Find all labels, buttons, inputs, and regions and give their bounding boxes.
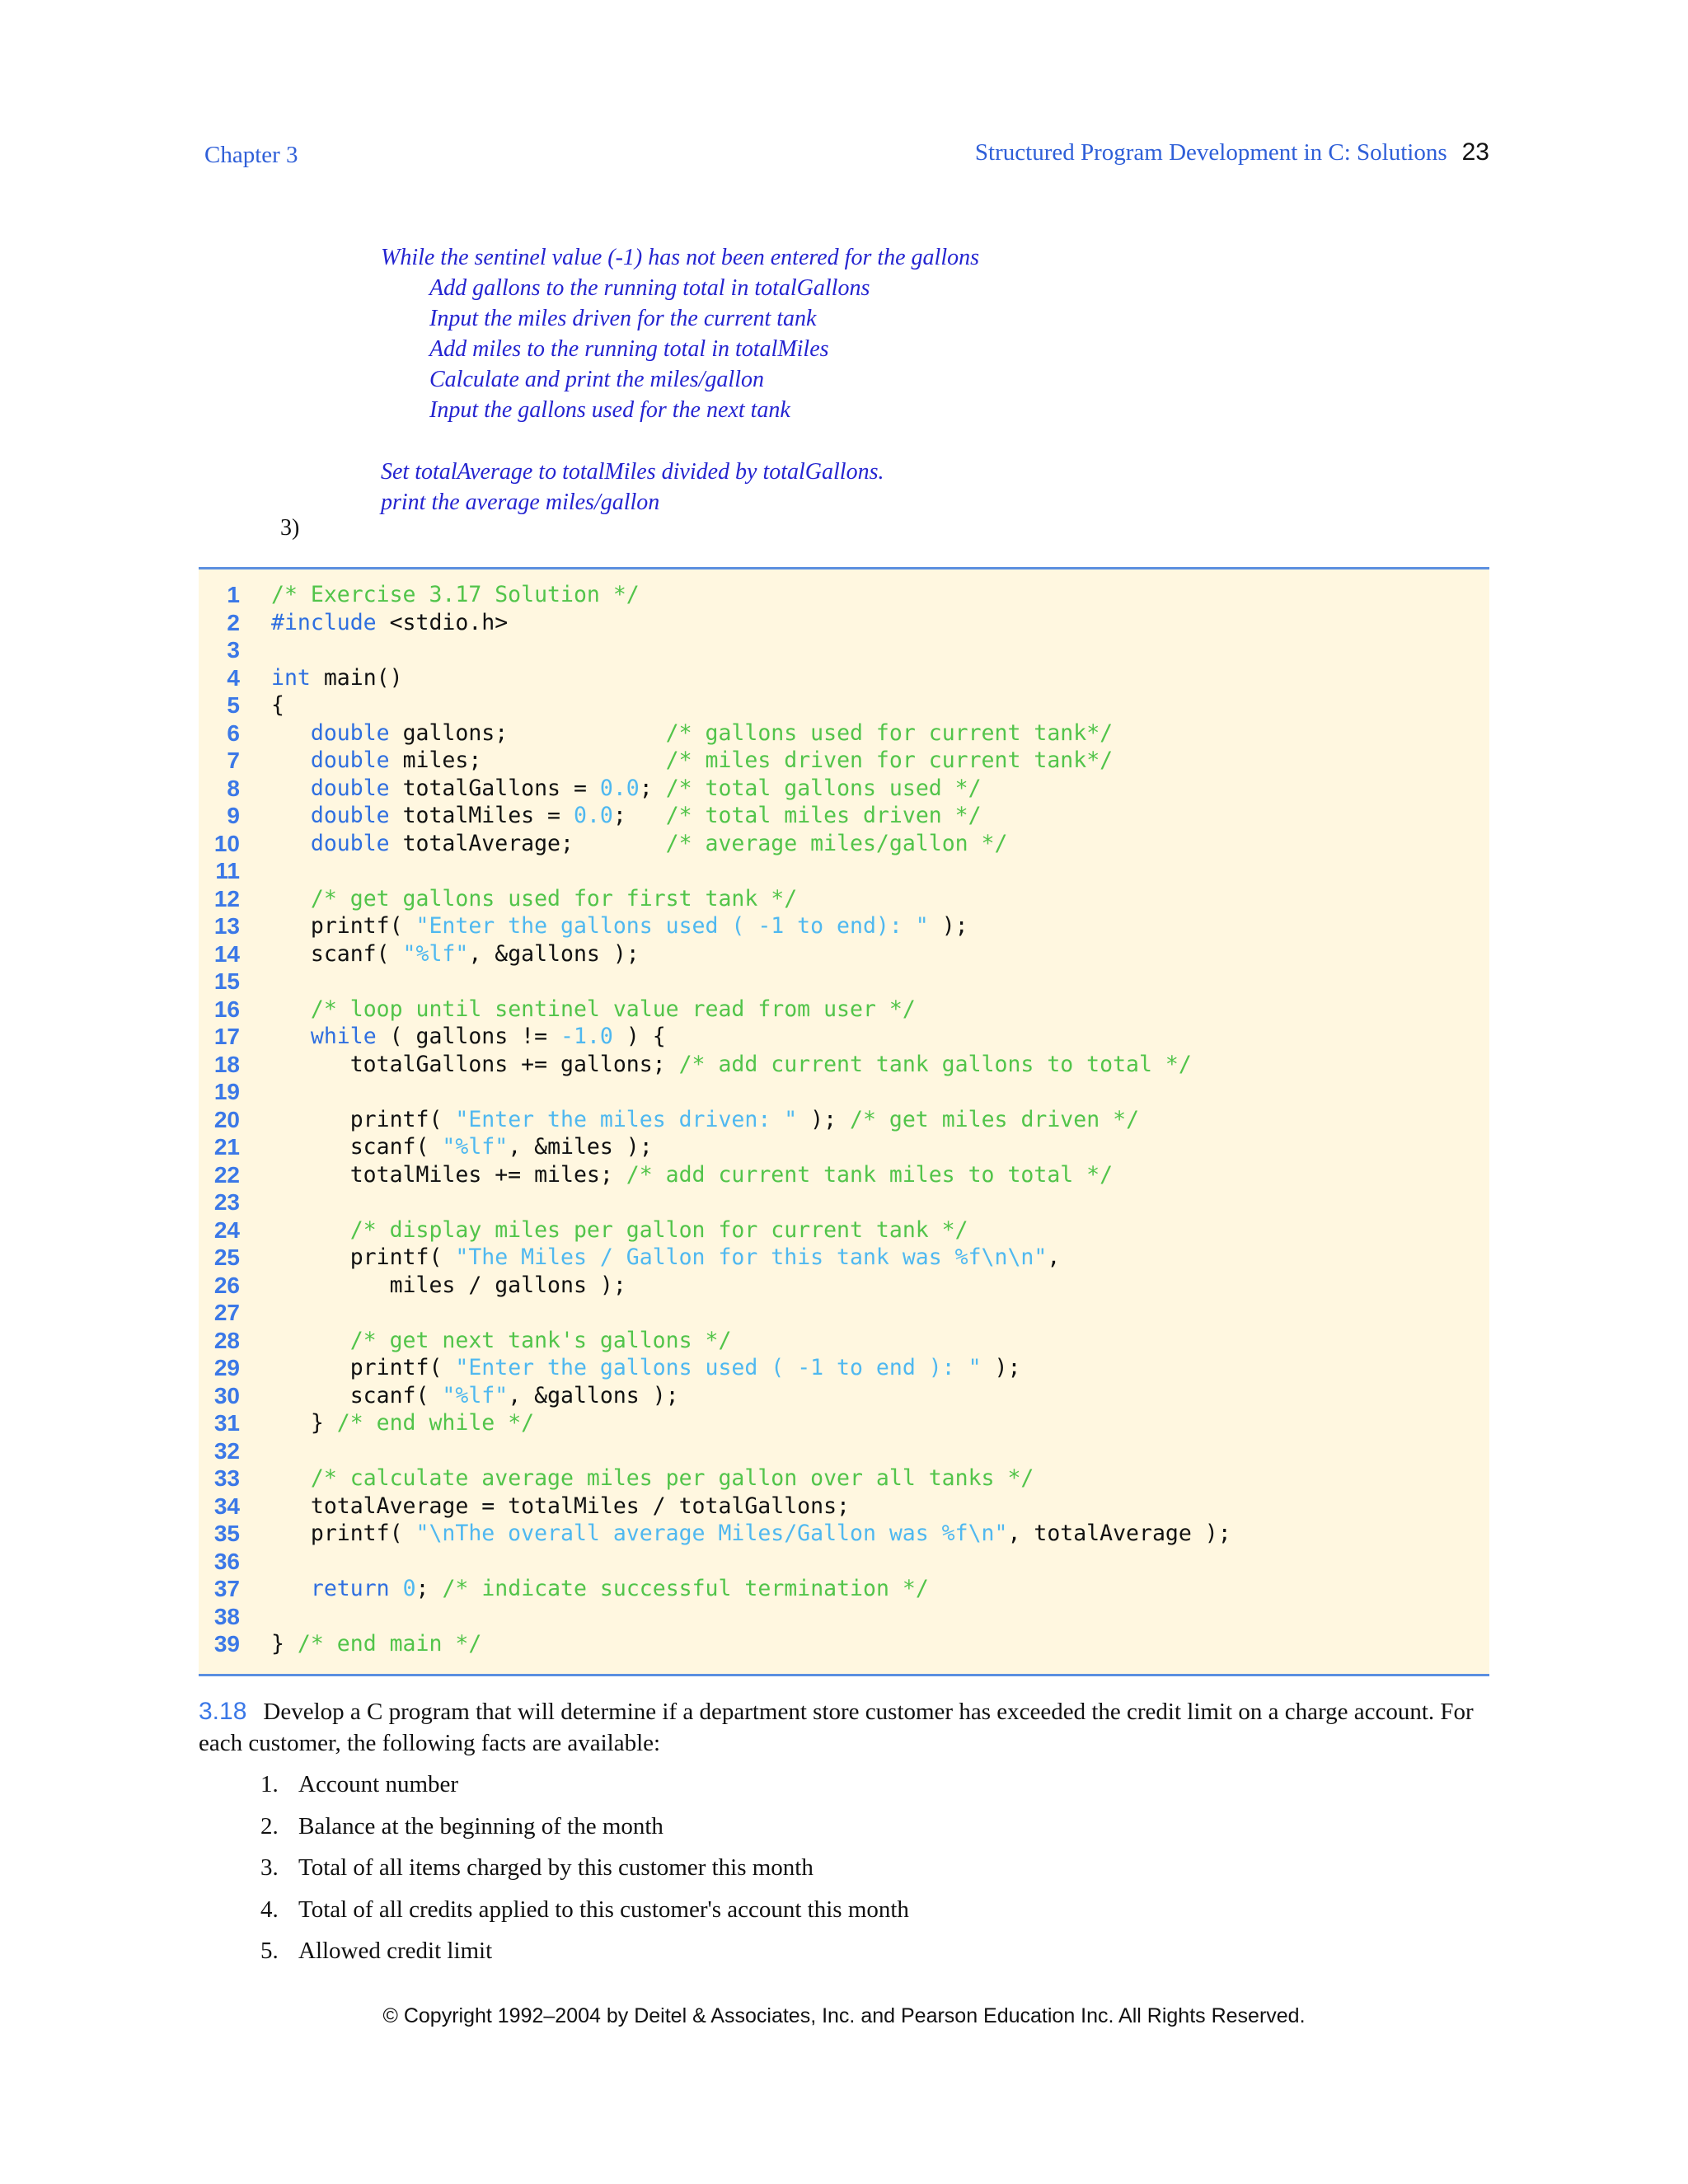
page-number: 23 [1461,138,1489,166]
code-line [199,1409,1489,1437]
code-source [271,885,797,913]
code-line [199,1161,1489,1189]
line-number: 33 [213,1465,240,1491]
code-source [271,1327,731,1355]
code-source [271,775,982,803]
code-line [199,1465,1489,1493]
exercise-paragraph [199,1696,1493,1759]
line-number: 17 [213,1024,240,1049]
code-line [199,857,1489,885]
code-comment: /* get gallons used for first tank */ [310,885,798,912]
line-number: 36 [213,1548,240,1574]
code-number: 0 [402,1576,416,1601]
code-text: miles / gallons ); [271,1272,626,1298]
fact-number: 4. [260,1896,279,1923]
code-line [199,1272,1489,1300]
code-text [271,1576,311,1601]
fact-item [260,1806,909,1848]
code-comment: /* add current tank miles to total */ [626,1161,1114,1188]
running-header-chapter: Chapter 3 [204,142,298,168]
line-number: 38 [213,1603,240,1629]
code-source [271,802,982,830]
code-line [199,912,1489,940]
code-text: totalAverage = totalMiles / totalGallons; [271,1493,850,1519]
code-text [271,996,311,1022]
code-line [199,1133,1489,1161]
code-line [199,1548,1489,1576]
code-text: } [271,1410,337,1436]
code-line [199,719,1489,748]
code-line [199,691,1489,719]
code-text: printf( [271,1244,456,1270]
pseudocode-line: Input the gallons used for the next tank [429,397,790,423]
code-text: , [1047,1244,1061,1270]
code-text [271,1465,311,1491]
code-line [199,775,1489,803]
line-number: 14 [213,940,240,967]
code-comment: /* loop until sentinel value read from user */ [310,996,916,1022]
code-comment: /* miles driven for current tank*/ [665,748,1114,773]
pseudocode-line: Add gallons to the running total in totalGallons [429,275,870,301]
line-number: 3 [227,637,240,663]
code-comment: /* end while */ [336,1410,535,1436]
line-number: 25 [213,1244,240,1270]
code-text [271,1024,311,1049]
fact-item [260,1764,909,1806]
pseudocode-block [381,242,979,518]
line-number: 19 [213,1079,240,1104]
line-number: 8 [227,775,240,801]
code-text: printf( [271,1521,416,1546]
code-keyword: #include [271,609,377,635]
line-number: 28 [213,1327,240,1353]
code-keyword: double [310,775,390,801]
code-text: totalMiles = [389,803,574,828]
code-text: , &miles ); [508,1134,653,1160]
code-text: ; [415,1576,443,1601]
copyright-notice: © Copyright 1992–2004 by Deitel & Associates, Inc. and Pearson Education Inc. All Rights Reserved. [382,2004,1306,2027]
code-source [271,719,1113,748]
code-line [199,1051,1489,1079]
code-text: printf( [271,1355,456,1380]
code-text: ; [612,803,666,828]
line-number: 2 [227,609,240,635]
code-comment: /* end main */ [297,1631,482,1657]
code-line [199,747,1489,775]
code-text: printf( [271,1106,456,1132]
code-text: , &gallons ); [508,1382,679,1408]
code-text: scanf( [271,1382,443,1408]
code-line [199,885,1489,913]
line-number: 16 [213,996,240,1022]
code-text [271,803,311,828]
code-line [199,1493,1489,1521]
code-comment: /* get next tank's gallons */ [349,1327,732,1353]
code-source [271,1520,1231,1548]
code-text: ); [981,1355,1021,1380]
code-source [271,1409,534,1437]
line-number: 5 [227,692,240,718]
code-source [271,1465,1034,1493]
code-source [271,1216,968,1244]
fact-number: 3. [260,1854,279,1881]
code-string: "%lf" [442,1382,509,1408]
code-comment: /* total gallons used */ [665,775,982,801]
code-text [271,1328,350,1353]
code-text: totalGallons += gallons; [271,1051,679,1077]
pseudocode-line: Set totalAverage to totalMiles divided by totalGallons. [381,459,884,485]
code-number: 0.0 [573,803,613,828]
line-number: 29 [213,1355,240,1380]
code-line [199,1023,1489,1051]
code-text: totalAverage; [389,830,666,856]
line-number: 1 [227,582,240,607]
code-source [271,830,1007,858]
code-line [199,1106,1489,1134]
code-keyword: while [310,1024,377,1049]
code-source [271,664,403,692]
code-string: "Enter the gallons used ( -1 to end): " [415,913,929,939]
code-source [271,691,284,719]
fact-number: 1. [260,1771,279,1797]
fact-item [260,1847,909,1889]
line-number: 4 [227,664,240,691]
code-source [271,581,640,609]
code-text: miles; [389,748,666,773]
code-keyword: return [310,1576,390,1601]
code-comment: /* total miles driven */ [665,803,982,828]
code-text: gallons; [389,719,666,746]
line-number: 39 [213,1631,240,1657]
code-text: ; [639,775,666,801]
code-line [199,609,1489,637]
code-text: ); [928,913,968,939]
code-line [199,1630,1489,1658]
code-text [271,1217,350,1243]
code-string: "Enter the miles driven: " [455,1106,798,1132]
code-line [199,664,1489,692]
code-keyword: double [310,748,390,773]
fact-text: Allowed credit limit [298,1938,493,1964]
code-text [271,748,311,773]
line-number: 32 [213,1437,240,1464]
running-header-title: Structured Program Development in C: Solutions [974,139,1447,166]
code-line [199,830,1489,858]
line-number: 13 [213,913,240,939]
code-number: -1.0 [560,1024,613,1049]
code-line [199,802,1489,830]
code-number: 0.0 [599,775,640,801]
code-text: scanf( [271,1134,443,1160]
code-text: ); [797,1106,851,1132]
running-header [975,138,1489,166]
code-comment: /* indicate successful termination */ [442,1576,929,1601]
code-source [271,1161,1113,1189]
code-string: "\nThe overall average Miles/Gallon was %f\n" [415,1521,1008,1546]
line-number: 31 [213,1410,240,1436]
code-text: , &gallons ); [468,940,640,967]
code-line [199,1299,1489,1327]
code-source [271,1106,1139,1134]
line-number: 20 [213,1106,240,1132]
code-source [271,1493,850,1521]
code-text: <stdio.h> [376,609,509,635]
code-line [199,968,1489,996]
code-text: totalGallons = [389,775,600,801]
line-number: 35 [213,1521,240,1546]
code-keyword: int [271,664,311,691]
code-comment: /* gallons used for current tank*/ [665,719,1114,746]
pseudocode-line: Calculate and print the miles/gallon [429,367,764,392]
code-string: "%lf" [442,1134,509,1160]
code-text [271,720,311,746]
code-source [271,940,640,968]
code-comment: /* display miles per gallon for current tank */ [349,1216,968,1243]
code-text: { [271,692,284,718]
code-string: "Enter the gallons used ( -1 to end ): " [455,1355,982,1380]
code-source [271,1133,653,1161]
code-source [271,996,916,1024]
code-keyword: double [310,719,390,746]
code-text [271,776,311,801]
code-source [271,1354,1020,1382]
code-source [271,1023,666,1051]
pseudocode-line: Input the miles driven for the current tank [429,306,817,331]
code-comment: /* get miles driven */ [850,1106,1140,1132]
fact-item [260,1889,909,1931]
code-source [271,747,1113,775]
exercise-number: 3.18 [199,1698,247,1725]
code-string: "The Miles / Gallon for this tank was %f\n\n" [455,1244,1048,1270]
line-number: 22 [213,1161,240,1188]
line-number: 30 [213,1382,240,1408]
line-number: 34 [213,1493,240,1519]
fact-item [260,1930,909,1972]
code-text: totalMiles += miles; [271,1161,626,1188]
code-line [199,1575,1489,1603]
code-comment: /* Exercise 3.17 Solution */ [271,582,640,607]
exercise-text: Develop a C program that will determine if a department store customer has exceeded the credit limit on a charge account. For each customer, the following facts are available: [199,1699,1474,1756]
code-source [271,1244,1060,1272]
line-number: 7 [227,748,240,773]
pseudocode-line: print the average miles/gallon [381,490,660,515]
code-text [271,886,311,912]
code-line [199,996,1489,1024]
code-source [271,912,968,940]
code-line [199,581,1489,609]
code-line [199,1327,1489,1355]
code-line [199,1354,1489,1382]
line-number: 27 [213,1300,240,1325]
code-source [271,609,508,637]
code-lines [199,581,1489,1658]
line-number: 24 [213,1216,240,1243]
line-number: 21 [213,1134,240,1160]
line-number: 10 [213,830,240,856]
pseudocode-spacer [381,425,979,457]
line-number: 12 [213,885,240,912]
code-text: main() [310,664,403,691]
code-string: "%lf" [402,940,469,967]
code-text: } [271,1631,298,1657]
code-listing [199,567,1489,1676]
code-source [271,1272,626,1300]
code-text: ) { [612,1024,666,1049]
code-source [271,1630,481,1658]
line-number: 23 [213,1189,240,1215]
pseudocode-line: While the sentinel value (-1) has not been entered for the gallons [381,245,980,270]
code-text: printf( [271,913,416,939]
fact-text: Account number [298,1771,459,1797]
fact-text: Total of all items charged by this customer this month [298,1854,814,1881]
facts-list [260,1764,909,1972]
code-text: scanf( [271,940,403,967]
code-text [390,1576,403,1601]
line-number: 11 [215,858,240,883]
pseudocode-line: Add miles to the running total in totalMiles [429,336,829,362]
line-number: 15 [213,968,240,994]
code-keyword: double [310,830,390,856]
code-line [199,1188,1489,1216]
code-line [199,940,1489,968]
line-number: 9 [227,803,240,828]
line-number: 26 [213,1272,240,1298]
fact-text: Balance at the beginning of the month [298,1812,663,1840]
code-line [199,1078,1489,1106]
fact-number: 5. [260,1938,279,1964]
fact-number: 2. [260,1812,279,1840]
code-source [271,1575,929,1603]
code-source [271,1051,1192,1079]
step-marker: 3) [280,515,300,541]
code-text: , totalAverage ); [1007,1521,1231,1546]
code-line [199,1603,1489,1631]
code-source [271,1382,679,1410]
code-keyword: double [310,803,390,828]
code-line [199,1437,1489,1465]
fact-text: Total of all credits applied to this customer's account this month [298,1896,909,1923]
line-number: 6 [227,719,240,746]
code-text: ( gallons != [376,1024,561,1049]
line-number: 37 [213,1576,240,1601]
line-number: 18 [213,1051,240,1077]
code-comment: /* add current tank gallons to total */ [678,1051,1192,1077]
code-comment: /* calculate average miles per gallon over all tanks */ [310,1465,1034,1491]
code-text [271,831,311,856]
code-line [199,1520,1489,1548]
code-line [199,636,1489,664]
code-comment: /* average miles/gallon */ [665,830,1008,856]
code-line [199,1244,1489,1272]
code-line [199,1216,1489,1244]
code-line [199,1382,1489,1410]
